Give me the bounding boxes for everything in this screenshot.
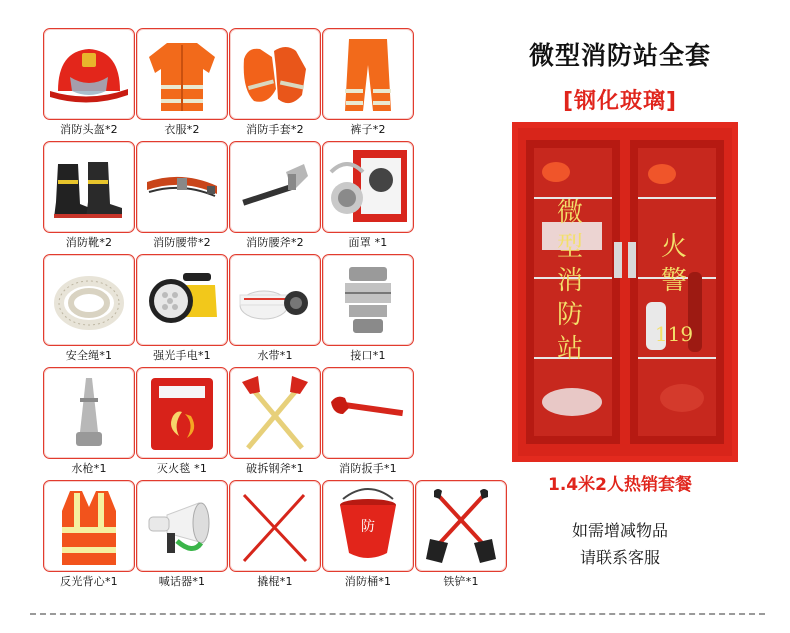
product-card-hose[interactable]: [229, 254, 321, 366]
product-label: 水枪*1: [71, 462, 107, 475]
mask-icon: [322, 141, 414, 233]
product-label: 水带*1: [257, 349, 293, 362]
product-card-mask[interactable]: [322, 141, 414, 253]
product-label: 安全绳*1: [65, 349, 113, 362]
product-grid: [40, 28, 479, 588]
waist-axe-icon: [229, 141, 321, 233]
glass-subtitle: [钢化玻璃]: [562, 89, 678, 114]
hose-icon: [229, 254, 321, 346]
product-label: 裤子*2: [350, 123, 386, 136]
nozzle-icon: [43, 367, 135, 459]
trousers-icon: [322, 28, 414, 120]
product-label: 灭火毯 *1: [156, 462, 208, 475]
product-card-rope[interactable]: [43, 254, 135, 366]
product-label: 消防桶*1: [344, 575, 392, 588]
product-label: 破拆钢斧*1: [246, 462, 304, 475]
bucket-icon: [322, 480, 414, 572]
wrench-icon: [322, 367, 414, 459]
page-title: 微型消防站全套: [528, 41, 711, 70]
product-card-belt[interactable]: [136, 141, 228, 253]
cabinet-right-text: 火警: [660, 232, 687, 296]
product-card-bucket[interactable]: [322, 480, 414, 592]
fire-suit-icon: [136, 28, 228, 120]
product-card-wrench[interactable]: [322, 367, 414, 479]
megaphone-icon: [136, 480, 228, 572]
product-card-waist-axe[interactable]: [229, 141, 321, 253]
product-card-vest[interactable]: [43, 480, 135, 592]
product-label: 消防腰带*2: [153, 236, 211, 249]
product-card-flashlight[interactable]: [136, 254, 228, 366]
product-card-shovel[interactable]: [415, 480, 507, 592]
product-label: 消防头盔*2: [60, 123, 118, 136]
note-line-1: 如需增减物品: [571, 521, 668, 540]
product-label: 接口*1: [350, 349, 386, 362]
crossed-axes-icon: [229, 367, 321, 459]
belt-icon: [136, 141, 228, 233]
rope-icon: [43, 254, 135, 346]
product-card-fire-suit[interactable]: [136, 28, 228, 140]
product-card-trousers[interactable]: [322, 28, 414, 140]
product-label: 衣服*2: [164, 123, 200, 136]
shovel-icon: [415, 480, 507, 572]
fire-cabinet-image: [512, 122, 738, 462]
product-card-crowbar[interactable]: [229, 480, 321, 592]
product-label: 铁铲*1: [443, 575, 479, 588]
product-card-nozzle[interactable]: [43, 367, 135, 479]
product-label: 消防手套*2: [246, 123, 304, 136]
product-label: 撬棍*1: [257, 575, 293, 588]
cabinet-left-text: 微型消防站: [556, 198, 583, 364]
product-label: 消防靴*2: [65, 236, 113, 249]
product-label: 消防扳手*1: [339, 462, 397, 475]
product-label: 反光背心*1: [60, 575, 118, 588]
product-card-gloves[interactable]: [229, 28, 321, 140]
crowbar-icon: [229, 480, 321, 572]
vest-icon: [43, 480, 135, 572]
product-card-coupling[interactable]: [322, 254, 414, 366]
note-line-2: 请联系客服: [579, 548, 660, 567]
fire-blanket-icon: [136, 367, 228, 459]
dashed-divider: [30, 613, 765, 615]
helmet-icon: [43, 28, 135, 120]
product-label: 强光手电*1: [153, 349, 211, 362]
flashlight-icon: [136, 254, 228, 346]
product-card-crossed-axes[interactable]: [229, 367, 321, 479]
product-label: 消防腰斧*2: [246, 236, 304, 249]
product-card-boots[interactable]: [43, 141, 135, 253]
product-label: 面罩 *1: [348, 236, 388, 249]
product-card-helmet[interactable]: [43, 28, 135, 140]
bucket-text: 防: [361, 519, 375, 535]
boots-icon: [43, 141, 135, 233]
product-card-fire-blanket[interactable]: [136, 367, 228, 479]
promo-text: 1.4米2人热销套餐: [548, 475, 692, 495]
coupling-icon: [322, 254, 414, 346]
gloves-icon: [229, 28, 321, 120]
product-card-megaphone[interactable]: [136, 480, 228, 592]
cabinet-phone-number: 119: [654, 322, 694, 346]
product-label: 喊话器*1: [158, 575, 206, 588]
